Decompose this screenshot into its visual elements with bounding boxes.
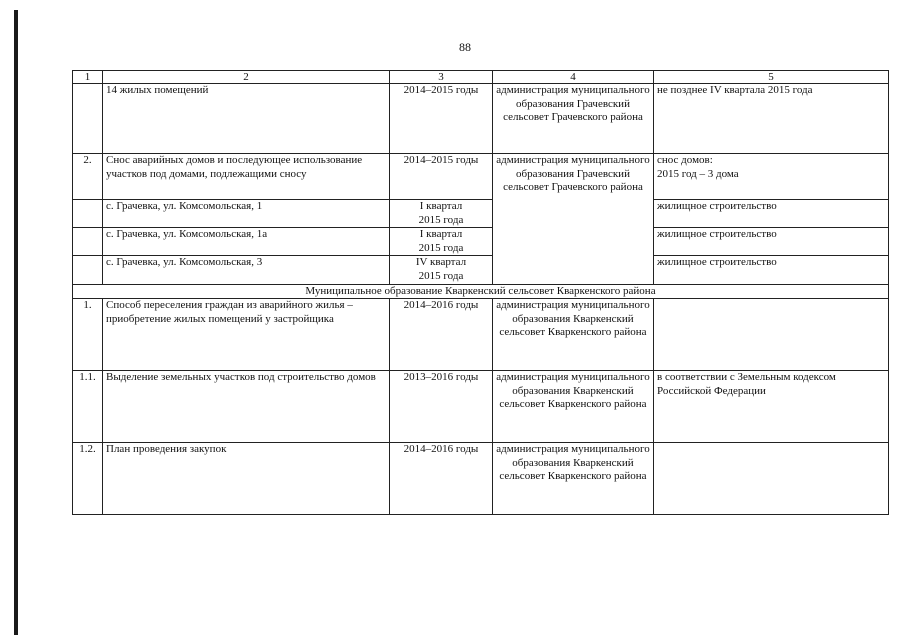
table-row [73, 200, 889, 228]
row-measure: 14 жилых помещений [103, 84, 390, 154]
result-line-2: 2015 год – 3 дома [657, 167, 739, 180]
header-col-2: 2 [103, 71, 390, 84]
row-result: не позднее IV квартала 2015 года [654, 84, 889, 154]
header-col-4: 4 [493, 71, 654, 84]
table-row [73, 299, 889, 371]
row-result: в соответствии с Земельным кодексом Российской Федерации [654, 371, 889, 443]
row-period: 2014–2015 годы [390, 84, 493, 154]
row-responsible: администрация муниципального образования Грачевский сельсовет Грачевского района [493, 84, 654, 154]
period-line-1: I квартал [419, 200, 463, 212]
header-col-5: 5 [654, 71, 889, 84]
row-period [390, 228, 493, 256]
row-responsible: администрация муниципального образования Кваркенский сельсовет Кваркенского района [493, 299, 654, 371]
row-address: с. Грачевка, ул. Комсомольская, 1а [103, 228, 390, 256]
row-result [654, 443, 889, 515]
header-col-1: 1 [73, 71, 103, 84]
table-row [73, 256, 889, 284]
row-number [73, 228, 103, 256]
row-result [654, 299, 889, 371]
section-row [73, 284, 889, 299]
binder-edge [14, 10, 18, 635]
page-number: 88 [459, 40, 471, 54]
row-responsible: администрация муниципального образования Кваркенский сельсовет Кваркенского района [493, 371, 654, 443]
row-number: 1.2. [73, 443, 103, 515]
row-address: с. Грачевка, ул. Комсомольская, 1 [103, 200, 390, 228]
period-line-2: 2015 года [418, 269, 464, 282]
result-line-1: снос домов: [657, 154, 713, 166]
row-measure: Способ переселения граждан из аварийного жилья – приобретение жилых помещений у застройщика [103, 299, 390, 371]
period-line-1: I квартал [419, 228, 463, 241]
period-line-2: 2015 года [418, 213, 464, 226]
table-row [73, 154, 889, 200]
header-col-3: 3 [390, 71, 493, 84]
row-measure: Снос аварийных домов и последующее использование участков под домами, подлежащими сносу [103, 154, 390, 200]
row-measure: План проведения закупок [103, 443, 390, 515]
row-period: 2014–2016 годы [390, 443, 493, 515]
row-result: жилищное строительство [654, 200, 889, 228]
period-line-2: 2015 года [418, 241, 464, 254]
row-period: 2014–2016 годы [390, 299, 493, 371]
row-responsible: администрация муниципального образования Грачевский сельсовет Грачевского района [493, 154, 654, 285]
row-address: с. Грачевка, ул. Комсомольская, 3 [103, 256, 390, 284]
row-number: 1.1. [73, 371, 103, 443]
table-header-row [73, 71, 889, 84]
row-period [390, 200, 493, 228]
row-number [73, 200, 103, 228]
row-period: 2014–2015 годы [390, 154, 493, 200]
table-row [73, 84, 889, 154]
row-period [390, 256, 493, 284]
row-number [73, 256, 103, 284]
table-row [73, 228, 889, 256]
row-period: 2013–2016 годы [390, 371, 493, 443]
section-title: Муниципальное образование Кваркенский сельсовет Кваркенского района [73, 284, 889, 299]
row-result [654, 154, 889, 200]
row-number: 1. [73, 299, 103, 371]
table-row [73, 443, 889, 515]
period-line-1: IV квартал [415, 256, 467, 269]
table-row [73, 371, 889, 443]
row-result: жилищное строительство [654, 256, 889, 284]
row-responsible: администрация муниципального образования Кваркенский сельсовет Кваркенского района [493, 443, 654, 515]
row-measure: Выделение земельных участков под строительство домов [103, 371, 390, 443]
row-result: жилищное строительство [654, 228, 889, 256]
document-table [72, 70, 889, 515]
row-number: 2. [73, 154, 103, 200]
row-number [73, 84, 103, 154]
